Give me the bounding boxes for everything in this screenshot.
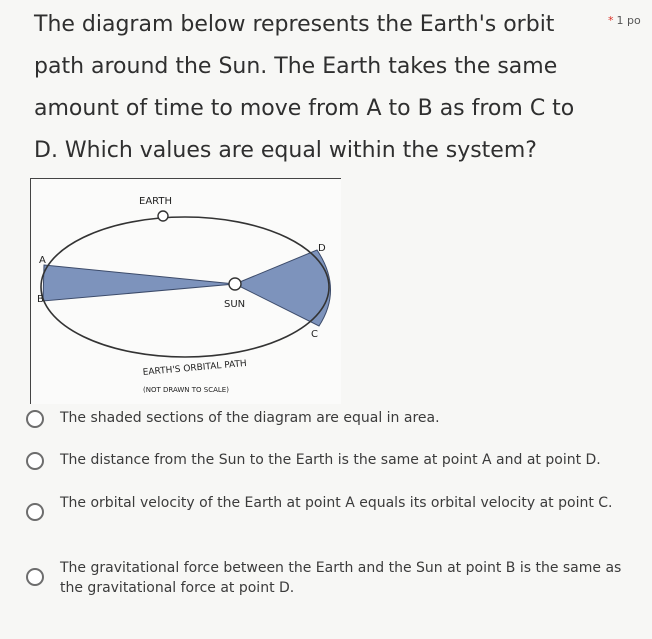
option-3-radio[interactable] (26, 503, 44, 521)
sun-label: SUN (224, 299, 246, 310)
orbit-diagram (30, 178, 341, 404)
earth-label: EARTH (139, 196, 173, 207)
option-4-label[interactable]: The gravitational force between the Earth and the Sun at point B is the same as the gravitational force at point D. (60, 560, 622, 596)
option-4[interactable] (26, 558, 626, 598)
point-c-label: C (311, 329, 318, 340)
point-a-label: A (39, 255, 46, 266)
option-3-label[interactable]: The orbital velocity of the Earth at point A equals its orbital velocity at point C. (60, 495, 613, 511)
points-label (608, 14, 652, 27)
option-1-label[interactable]: The shaded sections of the diagram are equal in area. (60, 410, 440, 426)
option-3[interactable] (26, 493, 626, 521)
shaded-sector-cd (235, 250, 331, 326)
points-value: 1 po (616, 14, 641, 27)
option-2-label[interactable]: The distance from the Sun to the Earth is the same at point A and at point D. (60, 452, 601, 468)
shaded-sector-ab (43, 265, 235, 301)
orbit-diagram-svg (31, 179, 341, 404)
scale-note: (NOT DRAWN TO SCALE) (143, 386, 229, 394)
earth-marker (158, 211, 168, 221)
orbit-path-label: EARTH'S ORBITAL PATH (142, 358, 248, 378)
question-text: The diagram below represents the Earth's orbit path around the Sun. The Earth takes the same amount of time to move from A to B as from C to D. Which values are equal within the system? (34, 12, 575, 163)
sun-marker (229, 278, 241, 290)
point-d-label: D (318, 243, 326, 254)
option-4-radio[interactable] (26, 568, 44, 586)
option-1-radio[interactable] (26, 410, 44, 428)
point-b-label: B (37, 294, 44, 305)
required-marker: * (608, 14, 614, 27)
option-2[interactable] (26, 450, 626, 470)
option-2-radio[interactable] (26, 452, 44, 470)
option-1[interactable] (26, 408, 626, 428)
